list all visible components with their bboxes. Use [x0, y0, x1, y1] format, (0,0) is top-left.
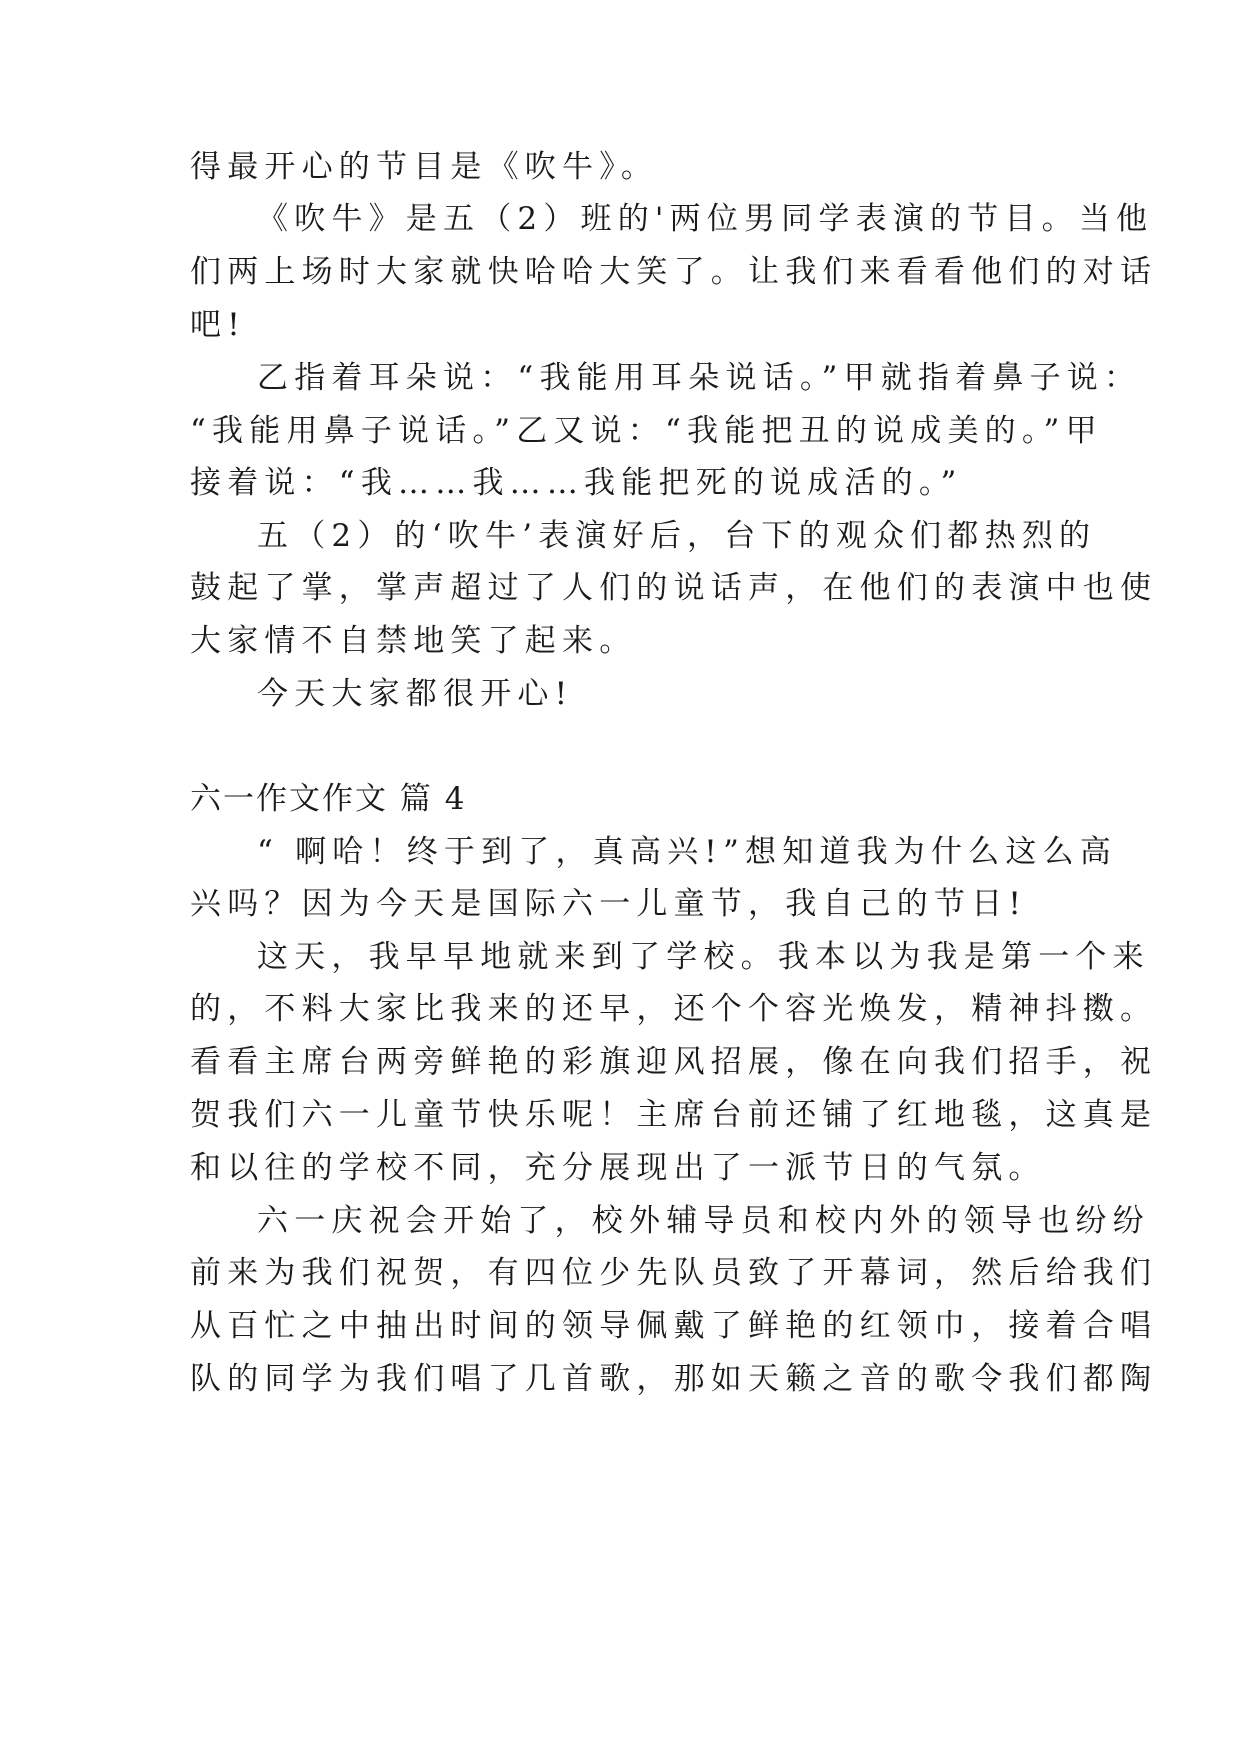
paragraph-line: 兴吗？因为今天是国际六一儿童节，我自己的节日! — [190, 886, 1028, 922]
paragraph-line: 和以往的学校不同，充分展现出了一派节日的气氛。 — [190, 1150, 1046, 1186]
paragraph-line: 五（2）的‘吹牛’表演好后，台下的观众们都热烈的 — [257, 518, 1097, 554]
paragraph-line: 看看主席台两旁鲜艳的彩旗迎风招展，像在向我们招手，祝 — [190, 1044, 1158, 1080]
paragraph-line: 得最开心的节目是《吹牛》。 — [190, 149, 659, 185]
paragraph-line: 接着说：“我……我……我能把死的说成活的。” — [190, 465, 963, 501]
paragraph-line: 今天大家都很开心! — [257, 676, 574, 712]
paragraph-line: “我能用鼻子说话。”乙又说：“我能把丑的说成美的。”甲 — [190, 413, 1103, 449]
paragraph-line: “ 啊哈！终于到了，真高兴!”想知道我为什么这么高 — [257, 834, 1118, 870]
paragraph-line: 吧! — [190, 307, 246, 343]
paragraph-line: 《吹牛》是五（2）班的'两位男同学表演的节目。当他 — [257, 201, 1154, 237]
paragraph-line: 这天，我早早地就来到了学校。我本以为我是第一个来 — [257, 939, 1150, 975]
section-heading: 六一作文作文 篇 4 — [190, 781, 467, 817]
paragraph-line: 贺我们六一儿童节快乐呢！主席台前还铺了红地毯，这真是 — [190, 1097, 1158, 1133]
paragraph-line: 们两上场时大家就快哈哈大笑了。让我们来看看他们的对话 — [190, 254, 1158, 290]
paragraph-line: 从百忙之中抽出时间的领导佩戴了鲜艳的红领巾，接着合唱 — [190, 1308, 1158, 1344]
paragraph-line: 六一庆祝会开始了，校外辅导员和校内外的领导也纷纷 — [257, 1203, 1150, 1239]
paragraph-line: 前来为我们祝贺，有四位少先队员致了开幕词，然后给我们 — [190, 1255, 1158, 1291]
paragraph-line: 队的同学为我们唱了几首歌，那如天籁之音的歌令我们都陶 — [190, 1361, 1158, 1397]
paragraph-line: 大家情不自禁地笑了起来。 — [190, 623, 637, 659]
paragraph-line: 鼓起了掌，掌声超过了人们的说话声，在他们的表演中也使 — [190, 570, 1158, 606]
paragraph-line: 的，不料大家比我来的还早，还个个容光焕发，精神抖擞。 — [190, 991, 1158, 1027]
paragraph-line: 乙指着耳朵说：“我能用耳朵说话。”甲就指着鼻子说： — [257, 360, 1142, 396]
